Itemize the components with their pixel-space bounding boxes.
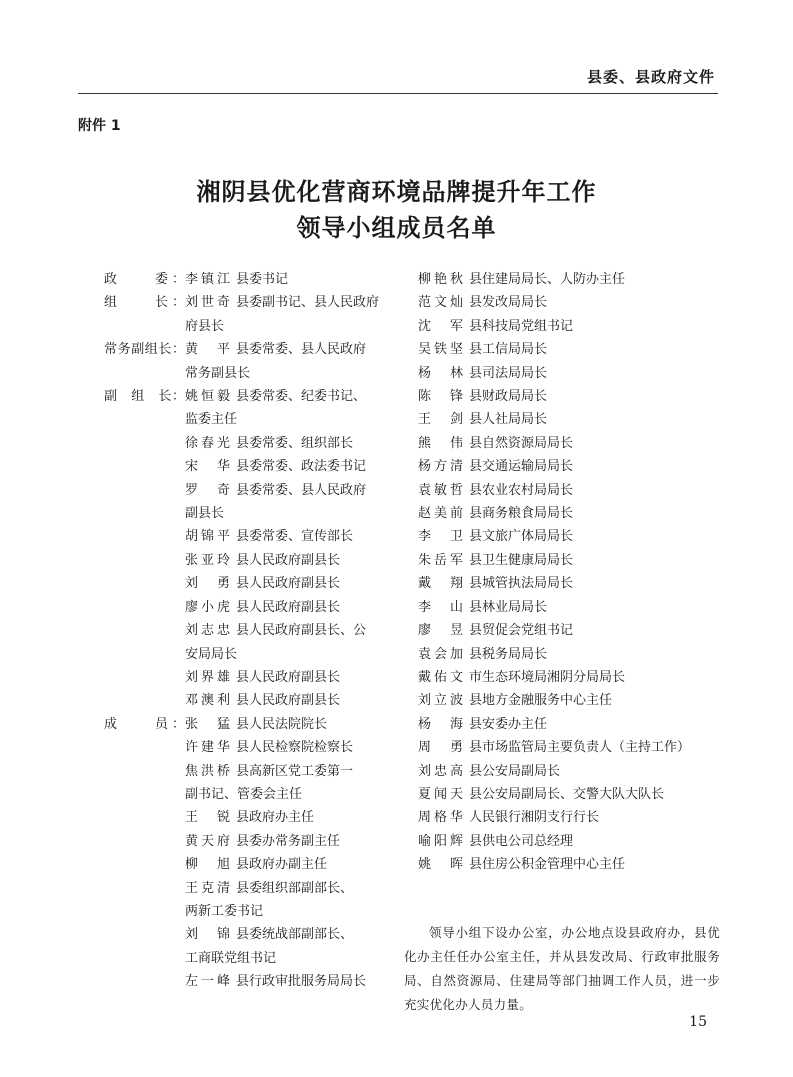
list-item [104,713,396,736]
role-label: 组 长： [104,295,185,311]
member-position-continued: 副县长 [185,506,225,522]
role-label: 政 委： [104,272,185,287]
member-position: 县委常委、政法委书记 [236,459,367,475]
member-name: 黄 平 [185,342,230,358]
member-position: 县人民政府副县长 [236,693,341,709]
member-name: 焦洪桥 [185,763,230,779]
list-item [104,291,396,314]
list-item [418,479,718,502]
role-label: 常务副组长： [104,342,185,358]
member-name: 黄天府 [185,833,230,849]
member-name: 夏闻天 [418,786,463,802]
list-item [418,362,718,385]
member-name: 许建华 [185,740,230,756]
list-item [104,689,396,712]
member-name: 戴佑文 [418,669,463,685]
list-item-continuation [104,783,396,806]
member-position: 县人社局局长 [469,412,548,428]
member-position: 县政府办主任 [236,810,315,826]
member-name: 王克清 [185,880,230,896]
list-item [418,408,718,431]
list-item [104,923,396,946]
member-name: 廖小虎 [185,599,230,615]
member-position: 县人民政府副县长 [236,552,341,568]
member-position: 县委常委、县人民政府 [236,482,367,498]
list-item [418,338,718,361]
list-item [418,549,718,572]
list-item [418,689,718,712]
list-item [418,806,718,829]
list-item [104,432,396,455]
member-position: 县人民政府副县长 [236,669,341,685]
member-position: 县人民政府副县长 [236,599,341,615]
member-position: 县卫生健康局局长 [469,552,574,568]
list-item [104,619,396,642]
member-position-continued: 府县长 [185,318,225,334]
member-name: 陈 锋 [418,389,463,405]
member-position: 县科技局党组书记 [469,318,574,334]
document-title-line-2: 领导小组成员名单 [296,213,497,242]
header-divider [78,93,718,94]
member-position: 县公安局副局长、交警大队大队长 [469,786,665,802]
member-name: 罗 奇 [185,482,230,498]
member-position: 县安委办主任 [469,716,548,732]
member-name: 范文灿 [418,295,463,311]
member-position: 县工信局局长 [469,342,548,358]
list-item [418,525,718,548]
member-position-continued: 监委主任 [185,412,238,428]
member-list-right-column [418,268,718,877]
member-name: 王 锐 [185,810,230,826]
member-position: 县贸促会党组书记 [469,623,574,639]
member-name: 刘志忠 [185,623,230,639]
member-position: 县农业农村局局长 [469,482,574,498]
list-item [104,596,396,619]
list-item [104,549,396,572]
member-position-continued: 工商联党组书记 [185,950,277,966]
list-item [418,455,718,478]
member-position: 县财政局局长 [469,389,548,405]
list-item [104,385,396,408]
list-item [418,713,718,736]
list-item [418,315,718,338]
member-position: 县委常委、纪委书记、 [236,389,367,405]
member-position: 人民银行湘阴支行行长 [469,810,600,826]
member-position: 县交通运输局局长 [469,459,574,475]
member-position: 县行政审批服务局局长 [236,974,367,990]
list-item [104,572,396,595]
member-name: 沈 军 [418,318,463,334]
member-position-continued: 副书记、管委会主任 [185,786,303,802]
role-label: 副 组 长： [104,389,185,405]
member-name: 吴铁坚 [418,342,463,358]
member-name: 李镇江 [185,272,230,287]
list-item-continuation [104,900,396,923]
member-name: 王 剑 [418,412,463,428]
member-name: 李 山 [418,599,463,615]
page-number: 15 [689,1014,707,1030]
member-position: 县税务局局长 [469,646,548,662]
member-name: 徐春光 [185,435,230,451]
list-item [104,877,396,900]
member-name: 赵美前 [418,506,463,522]
list-item-continuation [104,502,396,525]
member-name: 柳 旭 [185,857,230,873]
list-item [418,385,718,408]
list-item [104,760,396,783]
member-position: 县商务粮食局局长 [469,506,574,522]
list-item [418,502,718,525]
member-name: 袁会加 [418,646,463,662]
member-name: 杨 海 [418,716,463,732]
member-name: 左一峰 [185,974,230,990]
list-item [104,455,396,478]
member-name: 宋 华 [185,459,230,475]
member-name: 姚恒毅 [185,389,230,405]
member-list-left-column [104,268,396,994]
member-position: 县委办常务副主任 [236,833,341,849]
member-position: 县司法局局长 [469,365,548,381]
list-item [418,291,718,314]
list-item-continuation [104,408,396,431]
list-item [104,666,396,689]
role-label: 成 员： [104,716,185,732]
member-position: 县地方金融服务中心主任 [469,693,613,709]
member-name: 喻阳辉 [418,833,463,849]
member-position: 县人民政府副县长 [236,576,341,592]
member-position: 县住建局局长、人防办主任 [469,272,626,287]
list-item [418,760,718,783]
member-name: 张 猛 [185,716,230,732]
member-position-continued: 两新工委书记 [185,903,264,919]
list-item [418,666,718,689]
member-position: 县城管执法局局长 [469,576,574,592]
list-item-continuation [104,947,396,970]
member-name: 邓澳利 [185,693,230,709]
member-name: 刘 勇 [185,576,230,592]
list-item [418,853,718,876]
member-name: 李 卫 [418,529,463,545]
member-name: 杨方清 [418,459,463,475]
member-position: 县自然资源局局长 [469,435,574,451]
list-item-continuation [104,315,396,338]
list-item [418,643,718,666]
member-position: 县市场监管局主要负责人（主持工作） [469,740,691,756]
member-name: 杨 林 [418,365,463,381]
member-position-continued: 常务副县长 [185,365,251,381]
member-position: 县委常委、宣传部长 [236,529,354,545]
member-position: 县人民法院院长 [236,716,328,732]
list-item [418,268,718,291]
member-position: 县公安局副局长 [469,763,561,779]
attachment-label: 附件 1 [78,118,121,134]
member-name: 姚 晖 [418,857,463,873]
list-item [104,736,396,759]
list-item [418,432,718,455]
office-note-paragraph: 领导小组下设办公室，办公地点设县政府办，县优化办主任任办公室主任，并从县发改局、行政审批服务局、自然资源局、住建局等部门抽调工作人员，进一步充实优化办人员力量。 [404,924,720,1012]
member-name: 戴 翔 [418,576,463,592]
member-name: 刘忠高 [418,763,463,779]
member-position: 县人民政府副县长、公 [236,623,367,639]
member-position: 县委常委、组织部长 [236,435,354,451]
list-item [104,853,396,876]
member-name: 周格华 [418,810,463,826]
member-name: 刘界雄 [185,669,230,685]
member-position: 县人民检察院检察长 [236,740,354,756]
member-position: 县委常委、县人民政府 [236,342,367,358]
member-position: 县林业局局长 [469,599,548,615]
member-position: 县文旅广体局局长 [469,529,574,545]
member-name: 廖 昱 [418,623,463,639]
member-name: 熊 伟 [418,435,463,451]
member-position: 县高新区党工委第一 [236,763,354,779]
list-item-continuation [104,643,396,666]
member-name: 胡锦平 [185,529,230,545]
member-position: 市生态环境局湘阴分局局长 [469,669,626,685]
member-name: 张亚玲 [185,552,230,568]
member-position: 县委副书记、县人民政府 [236,295,380,311]
document-title-line-1: 湘阴县优化营商环境品牌提升年工作 [196,177,597,206]
member-position: 县委统战部副部长、 [236,927,354,943]
member-position: 县委书记 [236,272,289,287]
member-position: 县发改局局长 [469,295,548,311]
member-name: 刘世奇 [185,295,230,311]
member-name: 袁敏哲 [418,482,463,498]
list-item [418,736,718,759]
member-position: 县住房公积金管理中心主任 [469,857,626,873]
member-name: 周 勇 [418,740,463,756]
list-item [418,830,718,853]
member-name: 柳艳秋 [418,272,463,287]
member-position: 县供电公司总经理 [469,833,574,849]
list-item-continuation [104,362,396,385]
member-name: 朱岳军 [418,552,463,568]
list-item [418,783,718,806]
list-item [104,525,396,548]
list-item [418,572,718,595]
member-name: 刘 锦 [185,927,230,943]
list-item [104,830,396,853]
list-item [104,338,396,361]
header-title: 县委、县政府文件 [586,68,715,86]
member-position: 县政府办副主任 [236,857,328,873]
list-item [104,806,396,829]
member-position: 县委组织部副部长、 [236,880,354,896]
list-item [418,619,718,642]
member-name: 刘立波 [418,693,463,709]
list-item [418,596,718,619]
list-item [104,479,396,502]
list-item [104,268,396,291]
member-position-continued: 安局局长 [185,646,238,662]
list-item [104,970,396,993]
